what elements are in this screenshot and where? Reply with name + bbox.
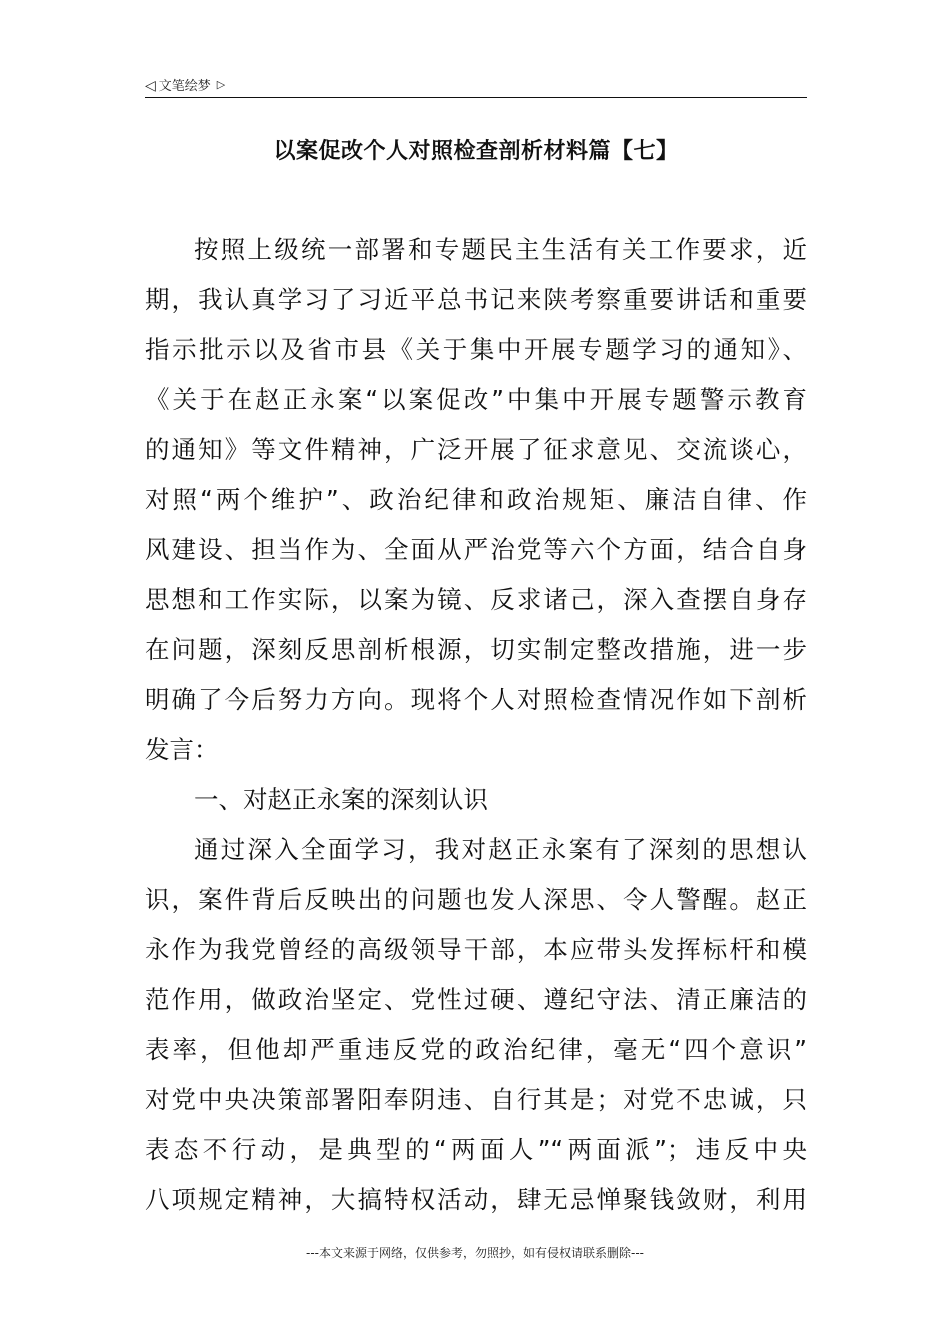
header-label: 文笔绘梦 [158, 79, 211, 94]
document-title: 以案促改个人对照检查剖析材料篇【七】 [273, 139, 679, 164]
body-line: 的通知》等文件精神，广泛开展了征求意见、交流谈心， [145, 435, 807, 464]
body-line: 表率，但他却严重违反党的政治纪律，毫无“四个意识” [145, 1035, 807, 1064]
document-body [145, 225, 807, 1225]
body-line: 在问题，深刻反思剖析根源，切实制定整改措施，进一步 [145, 635, 807, 664]
body-line: 对照“两个维护”、政治纪律和政治规矩、廉洁自律、作 [145, 485, 807, 514]
body-line: 《关于在赵正永案“以案促改”中集中开展专题警示教育 [145, 385, 807, 414]
body-line: 风建设、担当作为、全面从严治党等六个方面，结合自身 [145, 535, 807, 564]
page-footer: ---本文来源于网络，仅供参考，勿照抄，如有侵权请联系删除--- [306, 1246, 644, 1260]
body-line: 对党中央决策部署阳奉阴违、自行其是；对党不忠诚，只 [145, 1085, 807, 1114]
right-triangle-icon: ▷ [216, 78, 226, 91]
body-line: 思想和工作实际，以案为镜、反求诸己，深入查摆自身存 [145, 585, 807, 614]
header-divider [145, 97, 807, 98]
body-line: 永作为我党曾经的高级领导干部，本应带头发挥标杆和模 [145, 935, 807, 964]
body-line: 表态不行动，是典型的“两面人”“两面派”；违反中央 [145, 1135, 807, 1164]
body-line: 范作用，做政治坚定、党性过硬、遵纪守法、清正廉洁的 [145, 985, 807, 1014]
body-line: 明确了今后努力方向。现将个人对照检查情况作如下剖析 [145, 685, 807, 714]
body-line: 指示批示以及省市县《关于集中开展专题学习的通知》、 [145, 335, 807, 364]
left-triangle-icon: ◁ [145, 78, 156, 94]
body-line: 期，我认真学习了习近平总书记来陕考察重要讲话和重要 [145, 285, 807, 314]
body-line: 识，案件背后反映出的问题也发人深思、令人警醒。赵正 [145, 885, 807, 914]
body-line: 通过深入全面学习，我对赵正永案有了深刻的思想认 [194, 835, 807, 864]
body-line: 发言： [145, 735, 219, 764]
page-header [145, 72, 807, 98]
body-line: 八项规定精神，大搞特权活动，肆无忌惮聚钱敛财，利用 [145, 1185, 807, 1214]
body-line: 按照上级统一部署和专题民主生活有关工作要求，近 [194, 235, 807, 264]
section-heading: 一、对赵正永案的深刻认识 [194, 785, 488, 814]
